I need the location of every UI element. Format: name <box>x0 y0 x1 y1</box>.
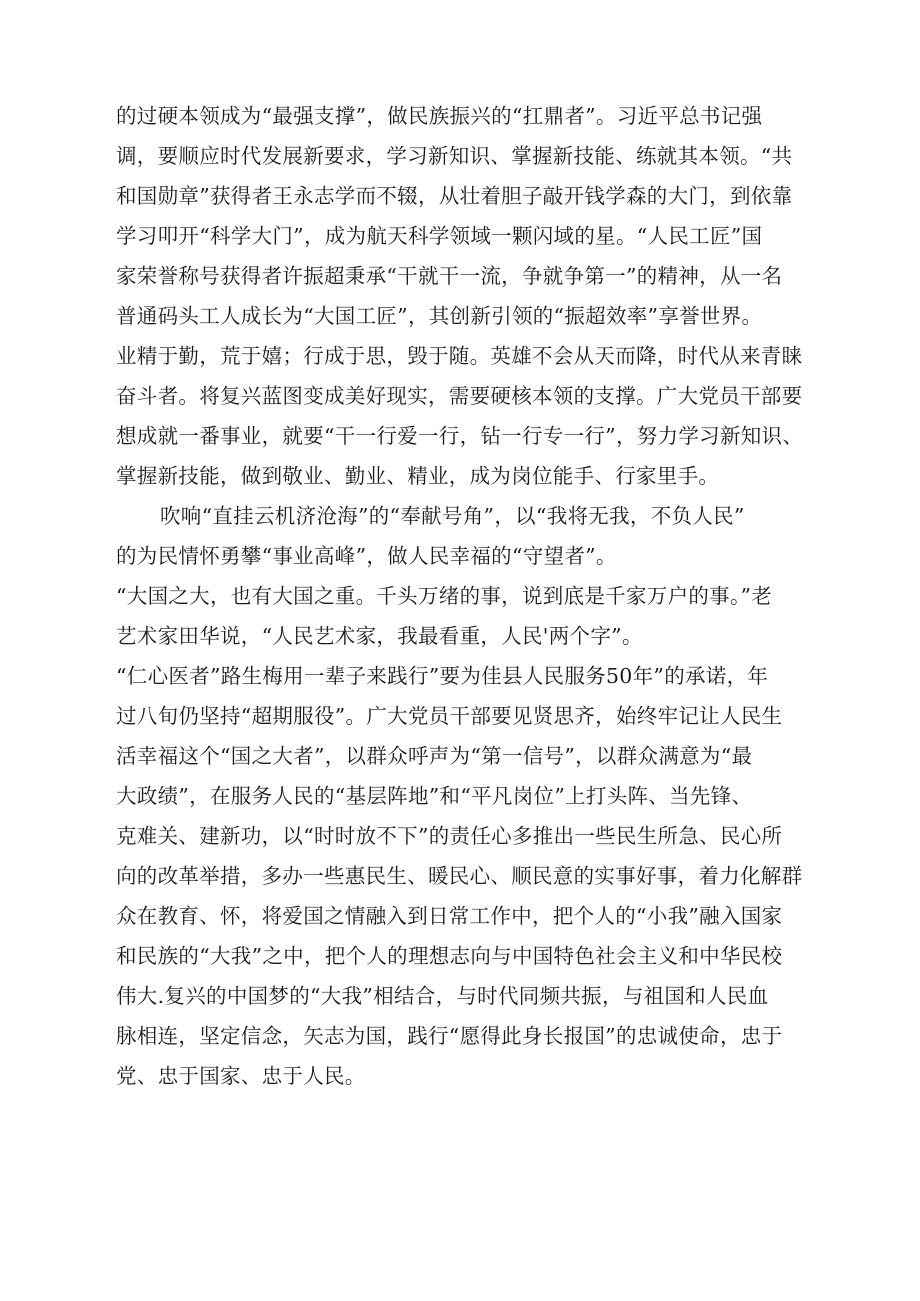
text-line: 奋斗者。将复兴蓝图变成美好现实，需要硬核本领的支撑。广大党员干部要 <box>116 384 803 408</box>
text-line: 调，要顺应时代发展新要求，学习新知识、掌握新技能、练就其本领。“共 <box>116 144 793 168</box>
text-line: 艺术家田华说，“人民艺术家，我最看重，人民'两个字”。 <box>116 624 643 648</box>
text-line: 想成就一番事业，就要“干一行爱一行，钻一行专一行”，努力学习新知识、 <box>116 424 804 448</box>
text-line: “仁心医者”路生梅用一辈子来践行”要为佳县人民服务50年”的承诺，年 <box>116 664 769 688</box>
text-line: 业精于勤，荒于嬉；行成于思，毁于随。英雄不会从天而降，时代从来青睐 <box>116 344 803 368</box>
text-line: 和国勋章”获得者王永志学而不辍，从壮着胆子敲开钱学森的大门，到依靠 <box>116 184 793 208</box>
text-line: 的过硬本领成为“最强支撑”，做民族振兴的“扛鼎者”。习近平总书记强 <box>116 104 763 128</box>
text-line: 家荣誉称号获得者许振超秉承“干就干一流，争就争第一”的精神，从一名 <box>116 264 783 288</box>
text-line-indented: 吹响“直挂云机济沧海”的“奉献号角”，以“我将无我，不负人民” <box>160 504 745 528</box>
body-text <box>116 96 846 1096</box>
text-line: 向的改革举措，多办一些惠民生、暖民心、顺民意的实事好事，着力化解群 <box>116 864 803 888</box>
text-line: 党、忠于国家、忠于人民。 <box>116 1064 366 1088</box>
text-line: 掌握新技能，做到敬业、勤业、精业，成为岗位能手、行家里手。 <box>116 464 720 488</box>
text-line: 克难关、建新功，以“时时放不下”的责任心多推出一些民生所急、民心所 <box>116 824 783 848</box>
text-line: 伟大.复兴的中国梦的“大我”相结合，与时代同频共振，与祖国和人民血 <box>116 984 769 1008</box>
text-line: 众在教育、怀，将爱国之情融入到日常工作中，把个人的“小我”融入国家 <box>116 904 783 928</box>
text-line: 活幸福这个“国之大者”，以群众呼声为“第一信号”，以群众满意为“最 <box>116 744 753 768</box>
text-line: “大国之大，也有大国之重。千头万绪的事，说到底是千家万户的事。”老 <box>116 584 773 608</box>
text-line: 脉相连，坚定信念，矢志为国，践行“愿得此身长报国”的忠诚使命，忠于 <box>116 1024 783 1048</box>
text-line: 和民族的“大我”之中，把个人的理想志向与中国特色社会主义和中华民校 <box>116 944 783 968</box>
text-line: 过八旬仍坚持“超期服役”。广大党员干部要见贤思齐，始终牢记让人民生 <box>116 704 783 728</box>
text-line: 的为民情怀勇攀“事业高峰”，做人民幸福的“守望者”。 <box>116 544 617 568</box>
text-line: 学习叩开“科学大门”，成为航天科学领域一颗闪域的星。“人民工匠”国 <box>116 224 763 248</box>
text-line: 普通码头工人成长为“大国工匠”，其创新引领的“振超效率”享誉世界。 <box>116 304 763 328</box>
text-line: 大政绩”，在服务人民的“基层阵地”和“平凡岗位”上打头阵、当先锋、 <box>116 784 753 808</box>
